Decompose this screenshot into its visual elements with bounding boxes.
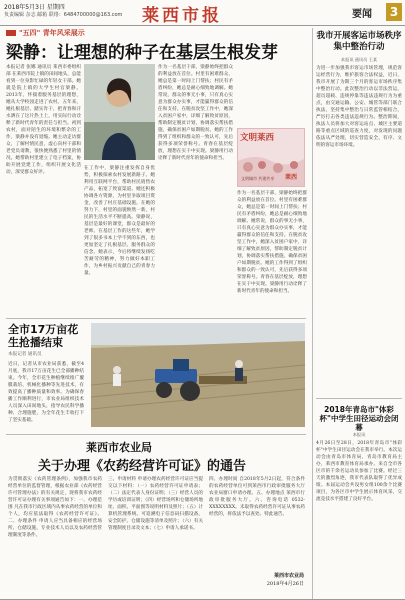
traffic-story-body: 为进一步加强我市客运市场管理，规范客运经营行为，维护旅客合法权益，近日，我市开展了为期三个月的客运市场秩序集中整治行动。此次整治行动以非法营运、超员超载、违规停靠等违法违规行为为重点，由交通运输、公安、城管等部门联合执法，坚持集中整治与日常监管相结合，严厉打击各类违法违规行为。整治期间，执法人员将加大对客运站点、城区主要道路等重点区域的巡查力度，对发现的问题依法从严处理，切实营造安全、有序、文明的客运市场环境。 — [316, 66, 402, 148]
story-column-4: 作为一名基层干部，梁静始终把群众的利益放在首位。村里有困难群众，她总是第一时间上门帮扶；村民有矛盾纠纷，她总是耐心细致地调解。她常说，群众的事无小事，只有真心实意为群众办实事，才能赢得群众的信任和支持。在脱贫攻坚工作中，她深入贫困户家中，详细了解致贫原因，帮助制定脱贫计划，协调落实帮扶措施，确保贫困户如期脱贫。她的工作得到了组织和群众的一致认可，先后获得多项荣誉称号。青春在基层绽放，理想在实干中实现。梁静用行动诠释了新时代青年的使命和担当。 — [237, 191, 307, 294]
right-divider — [316, 398, 402, 399]
farm-field-photo — [91, 323, 305, 427]
section-divider-2 — [6, 434, 306, 435]
notice-title-line2: 关于办理《农药经营许可证》的通告 — [38, 459, 247, 474]
promo-subtitle: 文明城市 共建共享 — [241, 176, 275, 181]
issue-date: 2018年5月3日 星期四 — [4, 4, 65, 11]
tractor-scene-graphic — [91, 323, 305, 427]
story-headline: 梁静：让理想的种子在基层生根发芽 — [6, 43, 278, 63]
promo-title: 文明莱西 — [240, 133, 275, 143]
masthead — [0, 0, 405, 26]
sports-story-body: 4月26日至28日，2018年青岛市"体彩杯"中学生田径运动会在我市举行。本次运动会由青岛市体育局、青岛市教育局主办，莱西市教育体育局承办。来自全市各区市的千余名运动员参加了比赛。经过三天的激烈角逐，我市代表队取得了优异成绩。本届运动会共设男女组100余个比赛项目，为各区市中学生展示体育风采、交流竞技水平搭建了良好平台。 — [316, 441, 402, 502]
section-divider — [6, 318, 306, 319]
sports-story-byline: 本报讯 — [352, 432, 366, 437]
notice-title-line1: 莱西市农业局 — [86, 441, 152, 454]
promo-mark: 莱西 — [285, 174, 298, 181]
portrait-photo — [84, 64, 155, 160]
story-column-2: 在工作中，梁静注重发挥自身优势，积极探索农村发展新路子。她利用互联网平台，帮助村民销售农产品，拓宽了致富渠道。她还积极协调各方资源，为村里争取项目资金，改善了村庄基础设施。在她的努力下，村里的面貌焕然一新，村民的生活水平不断提高。梁静说，基层是最好的课堂，群众是最好的老师。在基层工作的这些年，她学到了很多书本上学不到的东西，也更加坚定了扎根基层、服务群众的信念。她表示，今后将继续发扬吃苦耐劳的精神，努力做好本职工作，为乡村振兴贡献自己的青春力量。 — [84, 166, 155, 276]
civilization-promo — [237, 128, 305, 187]
page-number: 3 — [386, 3, 402, 21]
story-kicker: "五四" 青年风采展示 — [6, 28, 85, 38]
column-rule — [312, 28, 313, 600]
traffic-story-byline: 本报讯 通讯员 王某 — [340, 57, 378, 62]
traffic-story-title: 我市开展客运市场秩序集中整治行动 — [316, 31, 402, 52]
farm-story-byline: 本报记者 通讯员 — [8, 352, 42, 357]
newspaper-brand: 莱西市报 — [142, 6, 222, 26]
section-name: 要闻 — [352, 9, 372, 20]
portrait-photo-graphic — [84, 64, 155, 160]
notice-signature-org: 莱西市农业局 — [273, 573, 304, 579]
story-column-1: 本报记者 张娜 通讯员 莱西市委组织部 在莱西市院上镇的田间地头，总能看到一位身影忙碌的年轻女干部。她就是院上镇的大学生村官梁静。2013年，怀揣着服务基层的理想，她从大学校园走进了农村。五年来，她扎根基层、踏实肯干，把青春和汗水洒在了这片热土上，用实际行动诠释了新时代青年的责任与担当。初到农村，面对陌生的环境和繁杂的工作，梁静并没有退缩。她主动走访群众，了解村情民意，虚心向村干部和老党员请教，很快便熟悉了村里的情况。她帮助村里建立了电子档案，协助开展党建工作，组织开展文化活动，深受群众好评。 — [6, 65, 81, 175]
farm-story-headline: 全市17万亩花生抢播结束 — [8, 323, 79, 349]
notice-column-2: 三、申请材料 申请办理农药经营许可证应当提交以下材料：（一）农药经营许可证申请表；（二）法定代表人身份证明；（三）经营人员的学历或培训证明；（四）经营场所和仓储场所地址、面积、平面图等说明材料及照片；（五）计算机管理系统、可追溯电子信息码扫描设备、安全防护、仓储设施等清单及照片；（六）有关管理制度目录及文本；（七）申请人承诺书。 — [108, 477, 203, 531]
story-column-3: 作为一名基层干部，梁静始终把群众的利益放在首位。村里有困难群众，她总是第一时间上门帮扶；村民有矛盾纠纷，她总是耐心细致地调解。她常说，群众的事无小事，只有真心实意为群众办实事，才能赢得群众的信任和支持。在脱贫攻坚工作中，她深入贫困户家中，详细了解致贫原因，帮助制定脱贫计划，协调落实帮扶措施，确保贫困户如期脱贫。她的工作得到了组织和群众的一致认可，先后获得多项荣誉称号。青春在基层绽放，理想在实干中实现。梁静用行动诠释了新时代青年的使命和担当。 — [158, 65, 233, 161]
editor-contact: 负责编辑 杂志 邮箱 联络：6484700000@163.com — [4, 12, 123, 18]
notice-column-3: 四、办理时间 自2018年5月2日起，符合条件的农药经营单位可到莱西市行政审批服务大厅农业局窗口申请办理。五、办理地点 莱西市行政审批服务大厅。六、咨询电话 0532-XXXXXXXX。未取得农药经营许可证从事农药经营的，将依法予以查处。特此通告。 — [209, 477, 305, 517]
notice-column-1: 为贯彻落实《农药管理条例》，加强我市农药经营单位的监督管理，根据农业部《农药经营许可管理办法》的有关规定，现将我市农药经营许可证办理有关事项通告如下：一、办理范围 凡在我市行政区域内从事农药经营的单位和个人，均应依法取得《农药经营许可证》。二、办理条件 申请人应当具备相应的经营场所、仓储设施、专业技术人员以及农药经营管理制度等条件。 — [8, 477, 102, 538]
sports-story-title: 2018年青岛市"体彩杯"中学生田径运动会闭幕 — [319, 405, 399, 432]
notice-signature-date: 2018年4月26日 — [266, 581, 304, 587]
farm-story-body: 近日，记者从市农业局获悉，截至4月底，我市17万亩花生已全部播种结束。今年，全市花生种植继续推广覆膜栽培、机械化播种等先进技术，有效提高了播种质量和效率。为确保春播工作顺利进行，市农业局组织技术人员深入田间地头，指导农民科学播种、合理施肥，为全年花生丰收打下了坚实基础。 — [8, 362, 84, 423]
